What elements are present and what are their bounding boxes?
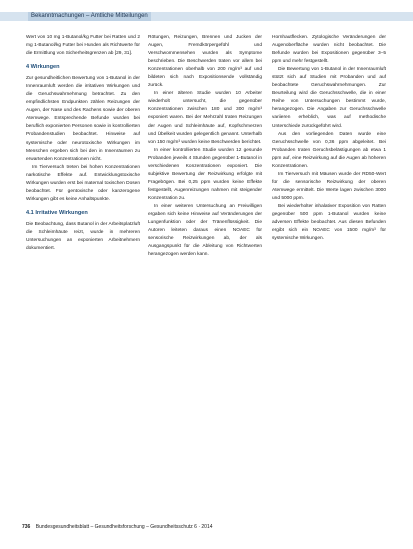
paragraph: Zur gesundheitlichen Bewertung von 1-Butanol in der Innenraumluft werden die irritativen Wirkungen und die Geruchswahrnehmung betrachtet. Zu den empfindlichsten Endpunkten zählen Reizungen der Augen, der Nase und des Rachens sowie der oberen Atemwege. Entsprechende Befunde wurden bei beruflich exponierten Personen sowie in kontrollierten Probandenstudien beobachtet. Hinweise auf systemische oder neurotoxische Wirkungen im Menschen ergeben sich bei den in Innenräumen zu erwartenden Konzentrationen nicht. [26,76,140,162]
paragraph: Wert von 10 mg 1-Butanol/kg Futter bei Ratten und 2 mg 1-Butanol/kg Futter bei Hunden als Richtwerte für die Ermittlung von Sicherheitsgrenzen ab [29, 31]. [26,35,140,57]
paragraph: Im Tierversuch treten bei hohen Konzentrationen narkotische Effekte auf. Entwicklungstoxische Wirkungen wurden erst bei maternal toxischen Dosen beobachtet. Für gentoxische oder kanzerogene Wirkungen gibt es keine Anhaltspunkte. [26,164,140,202]
section-heading: 4 Wirkungen [26,64,60,71]
column-1 [26,34,140,520]
column-2 [148,34,262,520]
paragraph: In einer kontrollierten Studie wurden 12 gesunde Probanden jeweils 4 Stunden gegenüber 1-Butanol in verschiedenen Konzentrationen exponiert. Die subjektive Bewertung der Reizwirkung erfolgte mit Fragebögen. Bei 0,25 ppm wurden keine Effekte festgestellt, Augenreizungen nahmen mit steigender Konzentration zu. [148,147,262,201]
paragraph: Bei wiederholter inhalativer Exposition von Ratten gegenüber 500 ppm 1-Butanol wurden keine adversen Effekte beobachtet. Aus diesen Befunden ergibt sich ein NOAEC von 1500 mg/m³ für systemische Wirkungen. [272,203,386,242]
paragraph: Die Bewertung von 1-Butanol in der Innenraumluft stützt sich auf Studien mit Probanden und auf beobachtete Geruchswahrnehmungen. Zur Beurteilung wird die Geruchsschwelle, die in einer Reihe von Untersuchungen bestimmt wurde, herangezogen. Die Angaben zur Geruchsschwelle variieren erheblich, was auf methodische Unterschiede zurückgeführt wird. [272,67,386,129]
column-3 [272,34,386,520]
journal-citation: Bundesgesundheitsblatt – Gesundheitsforschung – Gesundheitsschutz 6 · 2014 [35,524,213,530]
paragraph: Im Tierversuch mit Mäusen wurde der RD50-Wert für die sensorische Reizwirkung der oberen Atemwege ermittelt. Die Werte lagen zwischen 3000 und 5000 ppm. [272,171,386,201]
section-heading: 4.1 Irritative Wirkungen [26,209,88,216]
page-footer [22,524,213,531]
paragraph: In einer älteren Studie wurden 10 Arbeiter wiederholt untersucht, die gegenüber Konzentrationen zwischen 180 und 300 mg/m³ exponiert waren. Bei der Mehrzahl traten Reizungen der Augen und Schleimhäute auf, Kopfschmerzen und Übelkeit wurden gelegentlich genannt. Unterhalb von 150 mg/m³ wurden keine Beschwerden berichtet. [148,91,262,145]
paragraph: In einer weiteren Untersuchung an Freiwilligen ergaben sich keine Hinweise auf Veränderungen der Lungenfunktion oder der Tränenflüssigkeit. Die Autoren leiteten daraus einen NOAEC für sensorische Reizwirkungen ab, der als Ausgangspunkt für die Ableitung von Richtwerten herangezogen werden kann. [148,203,262,258]
section-label: Bekanntmachungen – Amtliche Mitteilungen [28,12,151,21]
paragraph: Die Beobachtung, dass Butanol in der Arbeitsplatzluft die Schleimhäute reizt, wurde in mehreren Untersuchungen an exponierten Arbeitnehmern dokumentiert. [26,221,140,252]
paragraph: Aus den vorliegenden Daten wurde eine Geruchsschwelle von 0,36 ppm abgeleitet. Bei Probanden traten Geruchsbelästigungen ab etwa 1 ppm auf, eine Reizwirkung auf die Augen ab höheren Konzentrationen. [272,131,386,169]
paragraph: Hornhautflecken. Zytologische Veränderungen der Augenoberfläche wurden nicht beobachtet. Die Befunde wurden bei Expositionen gegenüber 3–5 ppm und mehr festgestellt. [272,35,386,65]
paragraph: Rötungen, Reizungen, Brennen und Jucken der Augen, Fremdkörpergefühl und Verschwommensehen wurden als Symptome beschrieben. Die Beschwerden traten vor allem bei Konzentrationen oberhalb von 200 mg/m³ auf und bildeten sich nach Expositionsende vollständig zurück. [148,35,262,89]
page-number: 736 [22,524,31,530]
